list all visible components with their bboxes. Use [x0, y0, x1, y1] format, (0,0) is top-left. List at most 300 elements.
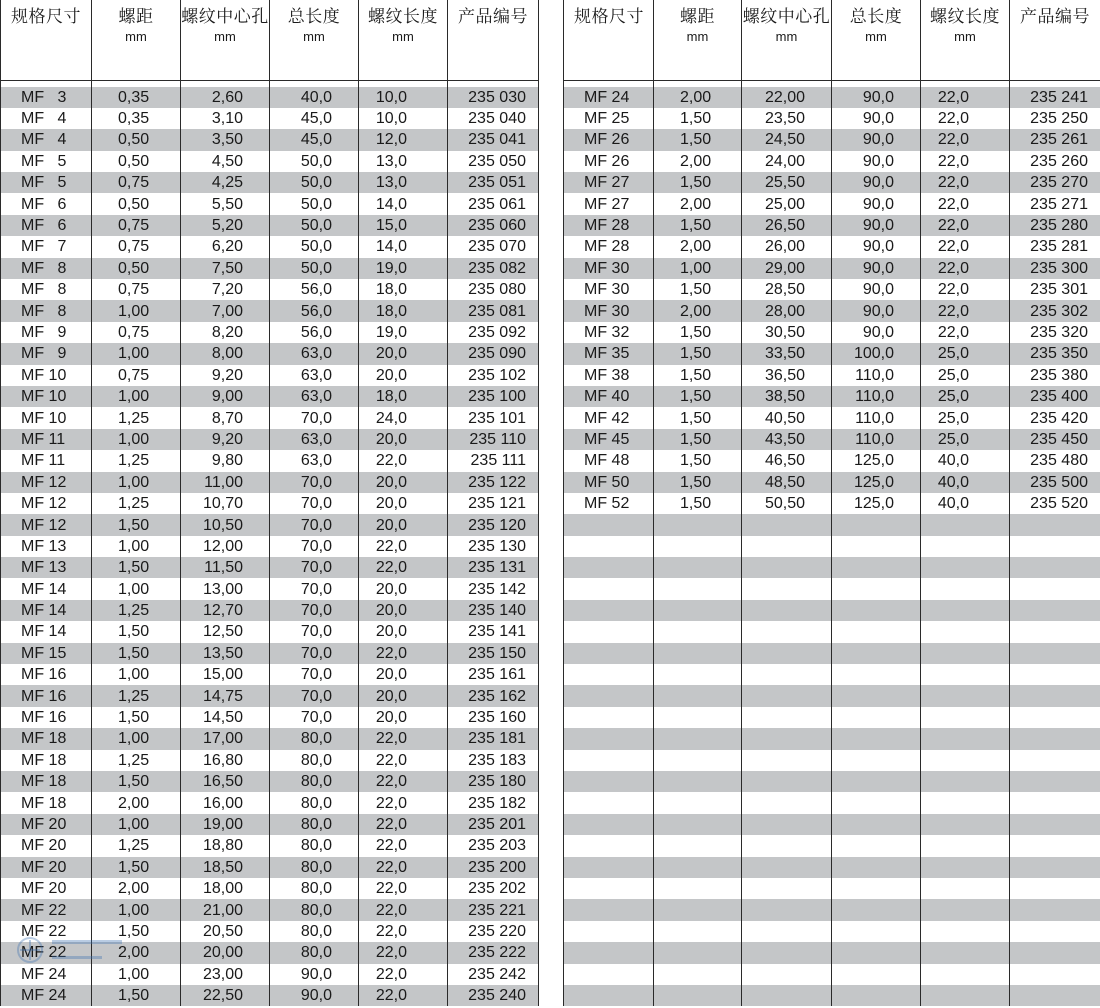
cell-size: MF 8 — [1, 258, 92, 279]
cell-product-number: 235 162 — [448, 685, 539, 706]
empty-cell — [1010, 578, 1100, 599]
cell-total-length: 90,0 — [832, 215, 921, 236]
cell-thread-length: 22,0 — [359, 942, 448, 963]
cell-size: MF 12 — [1, 514, 92, 535]
empty-cell — [564, 964, 654, 985]
cell-product-number: 235 221 — [448, 899, 539, 920]
cell-center-hole: 13,50 — [181, 643, 270, 664]
empty-cell — [564, 835, 654, 856]
empty-row — [564, 707, 1100, 728]
empty-cell — [1010, 536, 1100, 557]
empty-cell — [564, 728, 654, 749]
cell-size: MF 16 — [1, 707, 92, 728]
empty-cell — [1010, 792, 1100, 813]
table-row — [1, 450, 539, 471]
cell-pitch: 1,00 — [92, 343, 181, 364]
empty-cell — [921, 771, 1010, 792]
empty-row — [564, 728, 1100, 749]
cell-center-hole: 10,70 — [181, 493, 270, 514]
cell-center-hole: 18,00 — [181, 878, 270, 899]
cell-total-length: 50,0 — [270, 193, 359, 214]
thread-table-right — [563, 0, 1100, 1006]
cell-thread-length: 13,0 — [359, 151, 448, 172]
cell-thread-length: 40,0 — [921, 472, 1010, 493]
table-row — [1, 600, 539, 621]
table-row — [564, 279, 1100, 300]
empty-cell — [742, 728, 832, 749]
empty-cell — [921, 964, 1010, 985]
cell-size: MF 6 — [1, 215, 92, 236]
cell-pitch: 0,50 — [92, 151, 181, 172]
empty-cell — [832, 942, 921, 963]
cell-pitch: 0,75 — [92, 365, 181, 386]
cell-product-number: 235 120 — [448, 514, 539, 535]
cell-size: MF 30 — [564, 258, 654, 279]
cell-size: MF 8 — [1, 279, 92, 300]
cell-pitch: 1,50 — [92, 985, 181, 1006]
empty-cell — [832, 643, 921, 664]
empty-cell — [921, 814, 1010, 835]
empty-cell — [1010, 664, 1100, 685]
table-row — [564, 151, 1100, 172]
cell-size: MF 25 — [564, 108, 654, 129]
cell-pitch: 1,25 — [92, 600, 181, 621]
table-row — [1, 899, 539, 920]
table-row — [1, 985, 539, 1006]
cell-size: MF 18 — [1, 750, 92, 771]
empty-cell — [921, 878, 1010, 899]
cell-thread-length: 22,0 — [921, 129, 1010, 150]
cell-pitch: 1,50 — [654, 407, 742, 428]
cell-center-hole: 20,00 — [181, 942, 270, 963]
cell-center-hole: 3,50 — [181, 129, 270, 150]
empty-cell — [832, 921, 921, 942]
empty-cell — [832, 985, 921, 1006]
cell-pitch: 1,00 — [92, 300, 181, 321]
cell-center-hole: 9,80 — [181, 450, 270, 471]
empty-cell — [921, 728, 1010, 749]
empty-cell — [1010, 835, 1100, 856]
empty-cell — [742, 600, 832, 621]
cell-product-number: 235 070 — [448, 236, 539, 257]
cell-total-length: 56,0 — [270, 279, 359, 300]
cell-center-hole: 15,00 — [181, 664, 270, 685]
cell-thread-length: 10,0 — [359, 87, 448, 108]
cell-size: MF 10 — [1, 407, 92, 428]
cell-thread-length: 20,0 — [359, 664, 448, 685]
table-row — [1, 300, 539, 321]
cell-total-length: 90,0 — [270, 985, 359, 1006]
cell-product-number: 235 520 — [1010, 493, 1100, 514]
table-row — [1, 215, 539, 236]
header-row — [1, 0, 539, 80]
empty-cell — [921, 899, 1010, 920]
table-row — [564, 343, 1100, 364]
cell-thread-length: 20,0 — [359, 472, 448, 493]
cell-center-hole: 9,00 — [181, 386, 270, 407]
empty-cell — [564, 921, 654, 942]
cell-total-length: 90,0 — [832, 300, 921, 321]
cell-product-number: 235 241 — [1010, 87, 1100, 108]
cell-total-length: 70,0 — [270, 685, 359, 706]
cell-size: MF 22 — [1, 942, 92, 963]
cell-thread-length: 20,0 — [359, 514, 448, 535]
cell-total-length: 80,0 — [270, 771, 359, 792]
cell-pitch: 1,50 — [654, 365, 742, 386]
cell-thread-length: 40,0 — [921, 450, 1010, 471]
cell-product-number: 235 130 — [448, 536, 539, 557]
cell-center-hole: 24,50 — [742, 129, 832, 150]
cell-center-hole: 7,00 — [181, 300, 270, 321]
cell-product-number: 235 201 — [448, 814, 539, 835]
empty-cell — [654, 835, 742, 856]
cell-product-number: 235 051 — [448, 172, 539, 193]
cell-center-hole: 5,50 — [181, 193, 270, 214]
empty-row — [564, 985, 1100, 1006]
empty-row — [564, 685, 1100, 706]
empty-cell — [742, 685, 832, 706]
table-row — [1, 557, 539, 578]
cell-product-number: 235 182 — [448, 792, 539, 813]
cell-thread-length: 22,0 — [359, 750, 448, 771]
cell-pitch: 1,50 — [92, 514, 181, 535]
cell-total-length: 80,0 — [270, 921, 359, 942]
cell-size: MF 45 — [564, 429, 654, 450]
empty-cell — [1010, 557, 1100, 578]
cell-thread-length: 25,0 — [921, 386, 1010, 407]
cell-size: MF 6 — [1, 193, 92, 214]
cell-total-length: 80,0 — [270, 878, 359, 899]
cell-pitch: 2,00 — [654, 87, 742, 108]
cell-product-number: 235 281 — [1010, 236, 1100, 257]
empty-cell — [1010, 964, 1100, 985]
cell-center-hole: 22,00 — [742, 87, 832, 108]
empty-cell — [921, 985, 1010, 1006]
cell-product-number: 235 122 — [448, 472, 539, 493]
table-row — [564, 493, 1100, 514]
cell-size: MF 22 — [1, 899, 92, 920]
cell-pitch: 0,75 — [92, 236, 181, 257]
table-row — [564, 322, 1100, 343]
empty-cell — [921, 664, 1010, 685]
empty-cell — [742, 664, 832, 685]
cell-center-hole: 22,50 — [181, 985, 270, 1006]
table-row — [1, 578, 539, 599]
table-row — [1, 664, 539, 685]
header-pitch: 螺距 mm — [654, 0, 742, 80]
cell-total-length: 50,0 — [270, 172, 359, 193]
cell-center-hole: 21,00 — [181, 899, 270, 920]
table-row — [1, 964, 539, 985]
cell-center-hole: 12,70 — [181, 600, 270, 621]
cell-thread-length: 22,0 — [921, 322, 1010, 343]
table-row — [564, 429, 1100, 450]
empty-cell — [921, 685, 1010, 706]
cell-thread-length: 12,0 — [359, 129, 448, 150]
empty-cell — [921, 750, 1010, 771]
empty-cell — [654, 814, 742, 835]
cell-center-hole: 29,00 — [742, 258, 832, 279]
empty-cell — [654, 643, 742, 664]
cell-pitch: 0,75 — [92, 172, 181, 193]
cell-product-number: 235 302 — [1010, 300, 1100, 321]
cell-size: MF 50 — [564, 472, 654, 493]
cell-product-number: 235 222 — [448, 942, 539, 963]
cell-product-number: 235 082 — [448, 258, 539, 279]
cell-size: MF 18 — [1, 728, 92, 749]
cell-product-number: 235 101 — [448, 407, 539, 428]
cell-thread-length: 22,0 — [359, 985, 448, 1006]
cell-pitch: 1,00 — [92, 578, 181, 599]
empty-cell — [654, 707, 742, 728]
cell-pitch: 1,25 — [92, 750, 181, 771]
table-row — [1, 87, 539, 108]
cell-thread-length: 22,0 — [359, 771, 448, 792]
cell-thread-length: 24,0 — [359, 407, 448, 428]
cell-size: MF 11 — [1, 429, 92, 450]
empty-cell — [654, 792, 742, 813]
table-row — [1, 878, 539, 899]
empty-cell — [1010, 621, 1100, 642]
cell-center-hole: 24,00 — [742, 151, 832, 172]
cell-pitch: 2,00 — [92, 942, 181, 963]
empty-cell — [564, 792, 654, 813]
cell-center-hole: 8,00 — [181, 343, 270, 364]
cell-total-length: 56,0 — [270, 300, 359, 321]
cell-thread-length: 25,0 — [921, 407, 1010, 428]
cell-total-length: 56,0 — [270, 322, 359, 343]
cell-thread-length: 22,0 — [359, 814, 448, 835]
cell-product-number: 235 400 — [1010, 386, 1100, 407]
empty-cell — [742, 707, 832, 728]
empty-row — [564, 964, 1100, 985]
empty-row — [564, 664, 1100, 685]
cell-center-hole: 19,00 — [181, 814, 270, 835]
table-row — [1, 814, 539, 835]
table-row — [1, 365, 539, 386]
cell-thread-length: 25,0 — [921, 343, 1010, 364]
empty-row — [564, 899, 1100, 920]
table-row — [564, 258, 1100, 279]
empty-cell — [742, 878, 832, 899]
empty-row — [564, 750, 1100, 771]
table-row — [564, 365, 1100, 386]
cell-center-hole: 16,50 — [181, 771, 270, 792]
cell-total-length: 63,0 — [270, 343, 359, 364]
cell-product-number: 235 183 — [448, 750, 539, 771]
cell-thread-length: 19,0 — [359, 258, 448, 279]
empty-cell — [1010, 899, 1100, 920]
cell-product-number: 235 271 — [1010, 193, 1100, 214]
cell-total-length: 110,0 — [832, 386, 921, 407]
cell-center-hole: 36,50 — [742, 365, 832, 386]
cell-pitch: 1,00 — [92, 536, 181, 557]
cell-product-number: 235 102 — [448, 365, 539, 386]
cell-total-length: 45,0 — [270, 108, 359, 129]
cell-thread-length: 22,0 — [359, 728, 448, 749]
empty-cell — [654, 899, 742, 920]
cell-size: MF 24 — [564, 87, 654, 108]
cell-size: MF 4 — [1, 129, 92, 150]
cell-size: MF 18 — [1, 771, 92, 792]
cell-pitch: 1,50 — [92, 557, 181, 578]
cell-total-length: 80,0 — [270, 899, 359, 920]
cell-thread-length: 22,0 — [359, 643, 448, 664]
cell-pitch: 1,50 — [654, 215, 742, 236]
cell-size: MF 9 — [1, 343, 92, 364]
cell-size: MF 14 — [1, 621, 92, 642]
empty-cell — [564, 600, 654, 621]
cell-pitch: 1,25 — [92, 407, 181, 428]
cell-center-hole: 8,70 — [181, 407, 270, 428]
table-row — [1, 685, 539, 706]
empty-row — [564, 514, 1100, 535]
empty-cell — [564, 643, 654, 664]
cell-thread-length: 22,0 — [921, 151, 1010, 172]
cell-total-length: 90,0 — [832, 87, 921, 108]
empty-cell — [742, 814, 832, 835]
cell-thread-length: 40,0 — [921, 493, 1010, 514]
cell-center-hole: 12,00 — [181, 536, 270, 557]
cell-thread-length: 22,0 — [921, 236, 1010, 257]
cell-size: MF 10 — [1, 386, 92, 407]
empty-cell — [564, 985, 654, 1006]
cell-thread-length: 15,0 — [359, 215, 448, 236]
empty-cell — [564, 750, 654, 771]
cell-size: MF 14 — [1, 600, 92, 621]
empty-cell — [921, 536, 1010, 557]
cell-thread-length: 18,0 — [359, 386, 448, 407]
cell-product-number: 235 301 — [1010, 279, 1100, 300]
cell-size: MF 28 — [564, 215, 654, 236]
empty-cell — [742, 792, 832, 813]
empty-cell — [1010, 921, 1100, 942]
cell-pitch: 1,50 — [654, 322, 742, 343]
cell-product-number: 235 180 — [448, 771, 539, 792]
cell-center-hole: 25,50 — [742, 172, 832, 193]
empty-cell — [742, 835, 832, 856]
cell-center-hole: 16,00 — [181, 792, 270, 813]
cell-thread-length: 20,0 — [359, 493, 448, 514]
table-row — [564, 472, 1100, 493]
cell-product-number: 235 150 — [448, 643, 539, 664]
cell-center-hole: 11,50 — [181, 557, 270, 578]
cell-thread-length: 22,0 — [359, 899, 448, 920]
empty-cell — [564, 857, 654, 878]
empty-cell — [564, 514, 654, 535]
table-row — [1, 536, 539, 557]
header-row — [564, 0, 1100, 80]
cell-total-length: 90,0 — [832, 172, 921, 193]
cell-size: MF 20 — [1, 814, 92, 835]
cell-product-number: 235 420 — [1010, 407, 1100, 428]
cell-thread-length: 25,0 — [921, 429, 1010, 450]
empty-cell — [742, 942, 832, 963]
empty-cell — [921, 557, 1010, 578]
empty-cell — [921, 857, 1010, 878]
cell-thread-length: 20,0 — [359, 707, 448, 728]
cell-total-length: 70,0 — [270, 514, 359, 535]
empty-cell — [832, 557, 921, 578]
cell-center-hole: 12,50 — [181, 621, 270, 642]
cell-pitch: 0,50 — [92, 258, 181, 279]
cell-pitch: 1,50 — [92, 621, 181, 642]
cell-size: MF 20 — [1, 857, 92, 878]
empty-cell — [654, 578, 742, 599]
empty-cell — [1010, 600, 1100, 621]
cell-total-length: 70,0 — [270, 600, 359, 621]
cell-center-hole: 4,25 — [181, 172, 270, 193]
cell-total-length: 40,0 — [270, 87, 359, 108]
cell-total-length: 63,0 — [270, 386, 359, 407]
cell-product-number: 235 081 — [448, 300, 539, 321]
empty-cell — [654, 514, 742, 535]
empty-cell — [832, 835, 921, 856]
cell-total-length: 110,0 — [832, 365, 921, 386]
cell-size: MF 18 — [1, 792, 92, 813]
header-center-hole: 螺纹中心孔 mm — [742, 0, 832, 80]
cell-total-length: 63,0 — [270, 429, 359, 450]
empty-cell — [921, 835, 1010, 856]
empty-cell — [564, 664, 654, 685]
cell-product-number: 235 203 — [448, 835, 539, 856]
cell-size: MF 20 — [1, 835, 92, 856]
cell-center-hole: 28,50 — [742, 279, 832, 300]
cell-pitch: 1,00 — [654, 258, 742, 279]
cell-size: MF 22 — [1, 921, 92, 942]
cell-product-number: 235 261 — [1010, 129, 1100, 150]
cell-total-length: 50,0 — [270, 151, 359, 172]
cell-pitch: 1,00 — [92, 964, 181, 985]
cell-thread-length: 14,0 — [359, 236, 448, 257]
cell-center-hole: 50,50 — [742, 493, 832, 514]
cell-product-number: 235 280 — [1010, 215, 1100, 236]
cell-thread-length: 22,0 — [921, 279, 1010, 300]
table-row — [1, 707, 539, 728]
empty-cell — [654, 942, 742, 963]
empty-cell — [832, 664, 921, 685]
empty-cell — [742, 578, 832, 599]
cell-thread-length: 20,0 — [359, 429, 448, 450]
empty-cell — [832, 707, 921, 728]
empty-cell — [832, 771, 921, 792]
table-row — [564, 300, 1100, 321]
cell-product-number: 235 142 — [448, 578, 539, 599]
table-row — [1, 835, 539, 856]
cell-thread-length: 22,0 — [921, 193, 1010, 214]
cell-size: MF 5 — [1, 151, 92, 172]
cell-total-length: 100,0 — [832, 343, 921, 364]
cell-thread-length: 22,0 — [921, 172, 1010, 193]
table-row — [1, 343, 539, 364]
cell-size: MF 26 — [564, 151, 654, 172]
table-row — [1, 129, 539, 150]
cell-total-length: 80,0 — [270, 835, 359, 856]
cell-product-number: 235 060 — [448, 215, 539, 236]
empty-cell — [564, 771, 654, 792]
cell-size: MF 11 — [1, 450, 92, 471]
cell-thread-length: 22,0 — [359, 835, 448, 856]
header-total-length: 总长度 mm — [270, 0, 359, 80]
cell-size: MF 13 — [1, 536, 92, 557]
empty-cell — [564, 878, 654, 899]
cell-product-number: 235 121 — [448, 493, 539, 514]
empty-cell — [921, 792, 1010, 813]
empty-cell — [832, 750, 921, 771]
cell-center-hole: 2,60 — [181, 87, 270, 108]
empty-cell — [654, 771, 742, 792]
cell-total-length: 70,0 — [270, 664, 359, 685]
